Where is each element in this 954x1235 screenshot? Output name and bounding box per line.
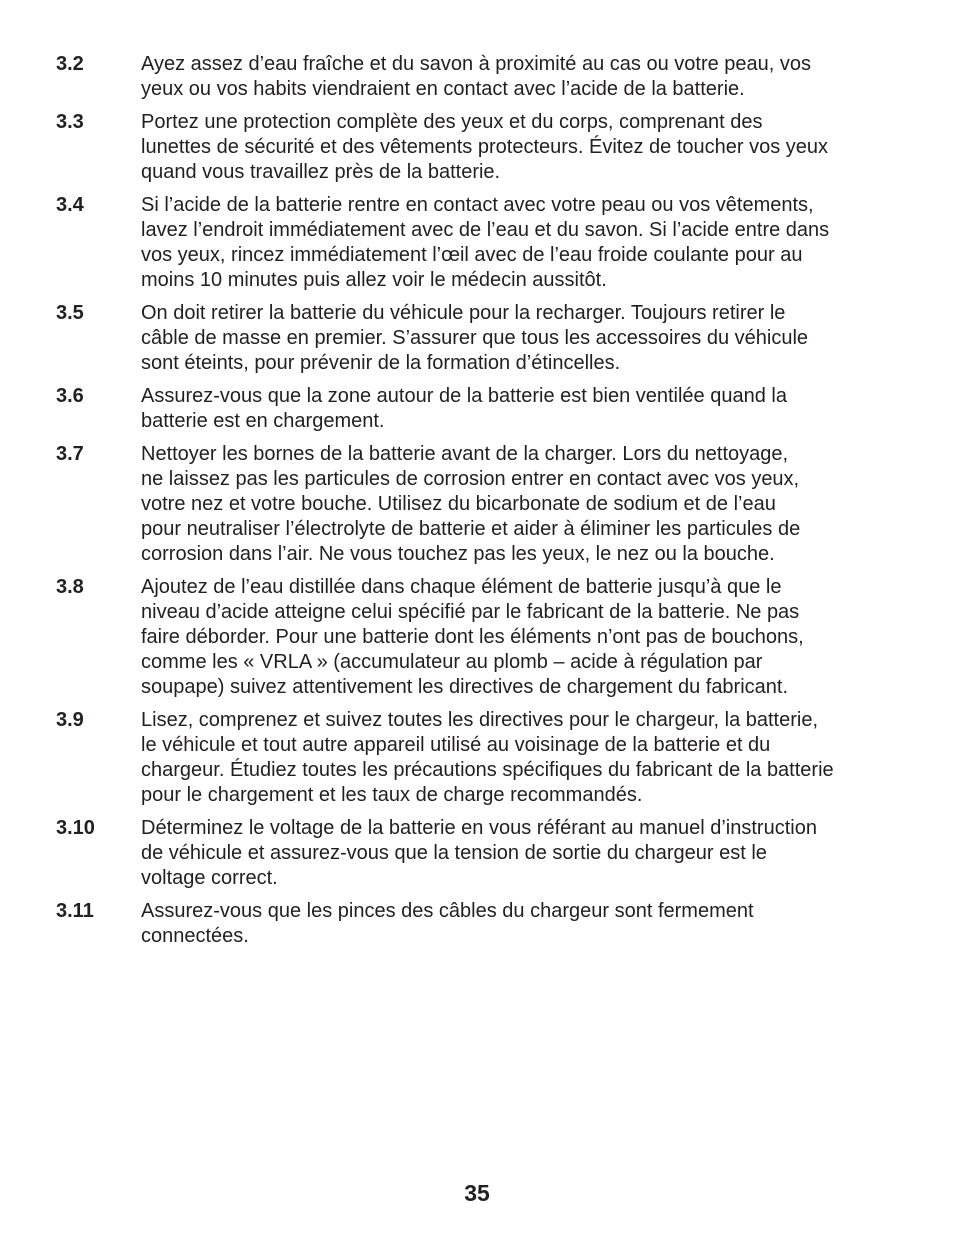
list-item-3-9 [56, 708, 906, 808]
list-item-3-6 [56, 384, 906, 434]
item-text: Lisez, comprenez et suivez toutes les directives pour le chargeur, la batterie, le véhicule et tout autre appareil utilisé au voisinage de la batterie et du chargeur. Étudiez toutes les précautions spécifiques du fabricant de la batterie pour le chargement et les taux de charge recommandés. [141, 709, 834, 806]
list-item-3-3 [56, 110, 906, 185]
item-number: 3.10 [56, 817, 95, 839]
list-item-3-7 [56, 442, 906, 567]
list-item-3-5 [56, 301, 906, 376]
list-item-3-2 [56, 52, 906, 102]
list-item-3-10 [56, 816, 906, 891]
document-body [56, 52, 906, 957]
list-item-3-8 [56, 575, 906, 700]
item-number: 3.7 [56, 443, 84, 465]
item-number: 3.6 [56, 385, 84, 407]
list-item-3-4 [56, 193, 906, 293]
item-number: 3.8 [56, 576, 84, 598]
item-text: Nettoyer les bornes de la batterie avant de la charger. Lors du nettoyage, ne laissez pas les particules de corrosion entrer en contact avec vos yeux, votre nez et votre bouche. Utilisez du bicarbonate de sodium et de l’eau pour neutraliser l’électrolyte de batterie et aider à éliminer les particules de corrosion dans l’air. Ne vous touchez pas les yeux, le nez ou la bouche. [141, 443, 801, 565]
item-number: 3.5 [56, 302, 84, 324]
item-text: On doit retirer la batterie du véhicule pour la recharger. Toujours retirer le câble de masse en premier. S’assurer que tous les accessoires du véhicule sont éteints, pour prévenir de la formation d’étincelles. [141, 302, 809, 374]
item-text: Assurez-vous que les pinces des câbles du chargeur sont fermement connectées. [141, 900, 754, 947]
item-text: Si l’acide de la batterie rentre en contact avec votre peau ou vos vêtements, lavez l’endroit immédiatement avec de l’eau et du savon. Si l’acide entre dans vos yeux, rincez immédiatement l’œil avec de l’eau froide coulante pour au moins 10 minutes puis allez voir le médecin aussitôt. [141, 194, 830, 291]
item-text: Assurez-vous que la zone autour de la batterie est bien ventilée quand la batterie est en chargement. [141, 385, 787, 432]
item-text: Portez une protection complète des yeux et du corps, comprenant des lunettes de sécurité et des vêtements protecteurs. Évitez de toucher vos yeux quand vous travaillez près de la batterie. [141, 111, 829, 183]
item-number: 3.3 [56, 111, 84, 133]
item-text: Déterminez le voltage de la batterie en vous référant au manuel d’instruction de véhicule et assurez-vous que la tension de sortie du chargeur est le voltage correct. [141, 817, 817, 889]
item-number: 3.2 [56, 53, 84, 75]
item-text: Ayez assez d’eau fraîche et du savon à proximité au cas ou votre peau, vos yeux ou vos habits viendraient en contact avec l’acide de la batterie. [141, 53, 812, 100]
item-number: 3.9 [56, 709, 84, 731]
list-item-3-11 [56, 899, 906, 949]
item-number: 3.11 [56, 900, 94, 922]
page-number: 35 [464, 1180, 490, 1206]
item-text: Ajoutez de l’eau distillée dans chaque élément de batterie jusqu’à que le niveau d’acide atteigne celui spécifié par le fabricant de la batterie. Ne pas faire déborder. Pour une batterie dont les éléments n’ont pas de bouchons, comme les « VRLA » (accumulateur au plomb – acide à régulation par soupape) suivez attentivement les directives de chargement du fabricant. [141, 576, 804, 698]
item-number: 3.4 [56, 194, 84, 216]
